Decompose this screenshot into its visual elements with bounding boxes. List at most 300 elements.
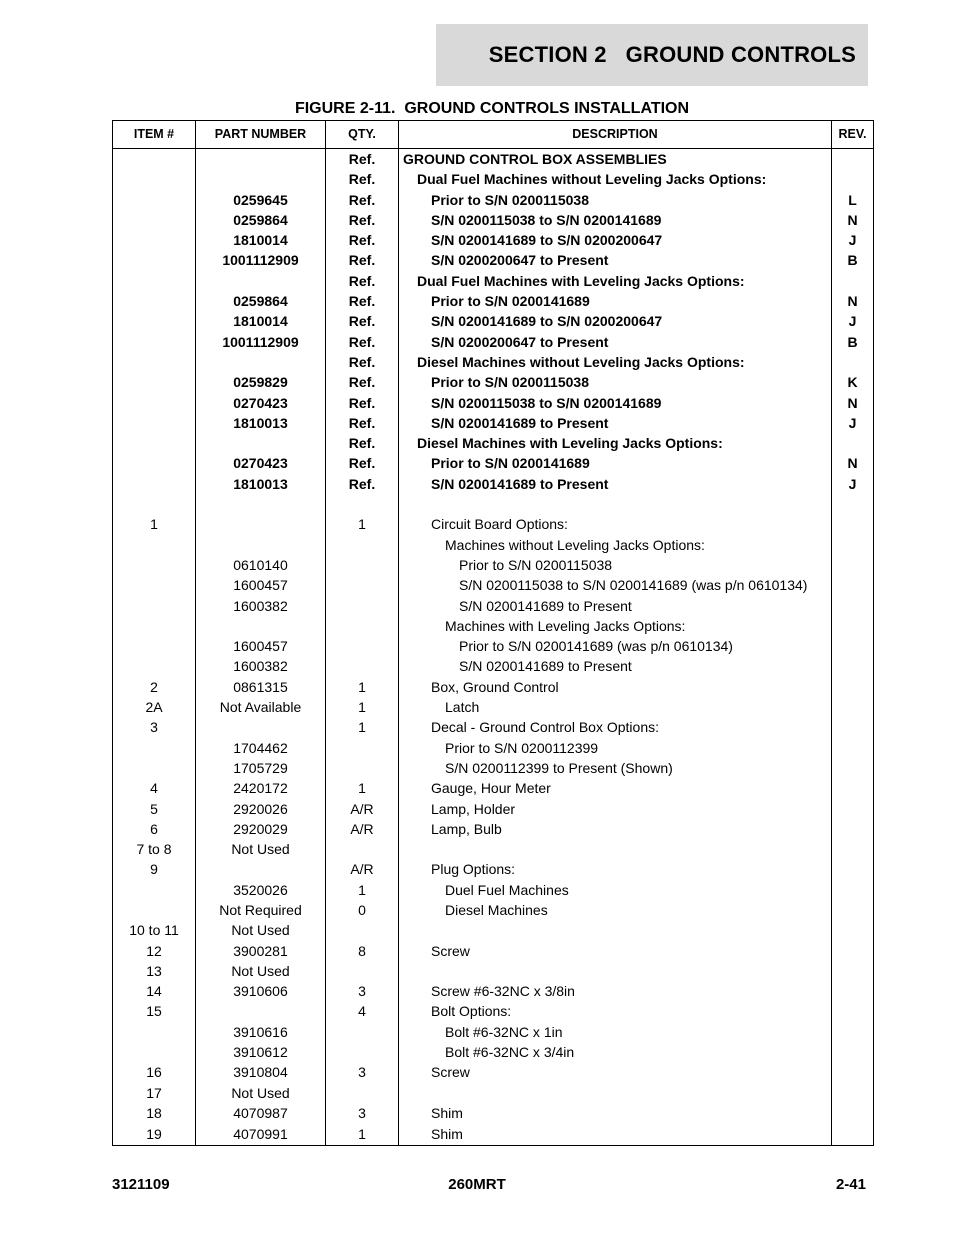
table-row bbox=[113, 596, 874, 616]
table-row bbox=[113, 839, 874, 859]
part-number-cell: 2420172 bbox=[196, 778, 326, 798]
item-cell: 9 bbox=[113, 859, 196, 879]
description-cell bbox=[399, 677, 832, 697]
table-row bbox=[113, 352, 874, 372]
description-text: S/N 0200141689 to S/N 0200200647 bbox=[431, 313, 663, 330]
rev-cell bbox=[832, 1042, 874, 1062]
qty-cell: Ref. bbox=[326, 190, 399, 210]
qty-cell: Ref. bbox=[326, 433, 399, 453]
rev-cell bbox=[832, 880, 874, 900]
item-cell: 19 bbox=[113, 1123, 196, 1146]
table-header-row bbox=[113, 121, 874, 149]
qty-cell: Ref. bbox=[326, 149, 399, 170]
description-cell bbox=[399, 819, 832, 839]
part-number-cell: 3900281 bbox=[196, 941, 326, 961]
item-cell: 1 bbox=[113, 514, 196, 534]
description-cell bbox=[399, 1022, 832, 1042]
item-cell bbox=[113, 453, 196, 473]
part-number-cell: 0259864 bbox=[196, 210, 326, 230]
part-number-cell: 0259864 bbox=[196, 291, 326, 311]
item-cell: 6 bbox=[113, 819, 196, 839]
description-cell bbox=[399, 474, 832, 494]
rev-cell bbox=[832, 271, 874, 291]
rev-cell: B bbox=[832, 250, 874, 270]
rev-cell bbox=[832, 616, 874, 636]
description-cell bbox=[399, 1083, 832, 1103]
description-cell bbox=[399, 575, 832, 595]
description-text: Diesel Machines with Leveling Jacks Options: bbox=[417, 435, 723, 452]
table-row bbox=[113, 555, 874, 575]
description-cell bbox=[399, 1062, 832, 1082]
qty-cell: 1 bbox=[326, 717, 399, 737]
part-number-cell: 1600382 bbox=[196, 596, 326, 616]
rev-cell: L bbox=[832, 190, 874, 210]
qty-cell bbox=[326, 758, 399, 778]
qty-cell: 1 bbox=[326, 880, 399, 900]
item-cell: 16 bbox=[113, 1062, 196, 1082]
description-text: Bolt Options: bbox=[431, 1003, 512, 1020]
rev-cell: J bbox=[832, 311, 874, 331]
item-cell bbox=[113, 190, 196, 210]
part-number-cell bbox=[196, 149, 326, 170]
description-text: Prior to S/N 0200115038 bbox=[431, 191, 589, 208]
item-cell bbox=[113, 352, 196, 372]
table-row bbox=[113, 149, 874, 170]
rev-cell: K bbox=[832, 372, 874, 392]
qty-cell: 3 bbox=[326, 1103, 399, 1123]
table-row bbox=[113, 393, 874, 413]
description-text: GROUND CONTROL BOX ASSEMBLIES bbox=[403, 151, 667, 167]
description-cell bbox=[399, 717, 832, 737]
description-text: S/N 0200141689 to S/N 0200200647 bbox=[431, 232, 663, 249]
part-number-cell bbox=[196, 1001, 326, 1021]
rev-cell: B bbox=[832, 332, 874, 352]
table-row bbox=[113, 474, 874, 494]
part-number-cell: 3910606 bbox=[196, 981, 326, 1001]
rev-cell bbox=[832, 859, 874, 879]
description-text: S/N 0200115038 to S/N 0200141689 (was p/n 0610134) bbox=[459, 577, 808, 594]
description-cell bbox=[399, 839, 832, 859]
qty-cell bbox=[326, 575, 399, 595]
item-cell: 17 bbox=[113, 1083, 196, 1103]
description-text: Plug Options: bbox=[431, 861, 516, 878]
rev-cell bbox=[832, 1062, 874, 1082]
item-cell bbox=[113, 555, 196, 575]
part-number-cell: 1810014 bbox=[196, 311, 326, 331]
part-number-cell: 3910616 bbox=[196, 1022, 326, 1042]
table-row bbox=[113, 169, 874, 189]
part-number-cell bbox=[196, 352, 326, 372]
description-cell bbox=[399, 920, 832, 940]
item-cell: 3 bbox=[113, 717, 196, 737]
part-number-cell: Not Available bbox=[196, 697, 326, 717]
rev-cell bbox=[832, 352, 874, 372]
qty-cell: 1 bbox=[326, 1123, 399, 1146]
part-number-cell: 0259829 bbox=[196, 372, 326, 392]
item-cell: 7 to 8 bbox=[113, 839, 196, 859]
qty-cell: Ref. bbox=[326, 291, 399, 311]
table-row bbox=[113, 535, 874, 555]
description-cell bbox=[399, 433, 832, 453]
table-row bbox=[113, 656, 874, 676]
rev-cell bbox=[832, 778, 874, 798]
part-number-cell: Not Used bbox=[196, 1083, 326, 1103]
qty-cell: Ref. bbox=[326, 271, 399, 291]
part-number-cell: 0259645 bbox=[196, 190, 326, 210]
qty-cell bbox=[326, 1083, 399, 1103]
parts-table-body bbox=[113, 149, 874, 1146]
description-text: S/N 0200141689 to Present bbox=[431, 414, 609, 431]
item-cell bbox=[113, 575, 196, 595]
qty-cell: Ref. bbox=[326, 250, 399, 270]
rev-cell bbox=[832, 799, 874, 819]
description-text: S/N 0200115038 to S/N 0200141689 bbox=[431, 211, 662, 228]
description-text: Shim bbox=[431, 1104, 463, 1121]
description-cell bbox=[399, 1042, 832, 1062]
part-number-cell: 1810014 bbox=[196, 230, 326, 250]
part-number-cell: 2920026 bbox=[196, 799, 326, 819]
rev-cell bbox=[832, 656, 874, 676]
rev-cell bbox=[832, 900, 874, 920]
qty-cell: 4 bbox=[326, 1001, 399, 1021]
description-cell bbox=[399, 149, 832, 170]
item-cell: 5 bbox=[113, 799, 196, 819]
table-row bbox=[113, 819, 874, 839]
item-cell: 4 bbox=[113, 778, 196, 798]
description-text: Screw bbox=[431, 942, 470, 959]
item-cell bbox=[113, 474, 196, 494]
description-cell bbox=[399, 311, 832, 331]
rev-cell bbox=[832, 717, 874, 737]
item-cell: 2 bbox=[113, 677, 196, 697]
part-number-cell: Not Used bbox=[196, 839, 326, 859]
description-text: Gauge, Hour Meter bbox=[431, 780, 551, 797]
item-cell bbox=[113, 900, 196, 920]
table-row bbox=[113, 311, 874, 331]
part-number-cell: 1810013 bbox=[196, 474, 326, 494]
item-cell bbox=[113, 433, 196, 453]
part-number-cell: 4070987 bbox=[196, 1103, 326, 1123]
rev-cell bbox=[832, 514, 874, 534]
section-title: SECTION 2 GROUND CONTROLS bbox=[488, 42, 856, 67]
rev-cell bbox=[832, 981, 874, 1001]
table-row bbox=[113, 372, 874, 392]
description-text: Box, Ground Control bbox=[431, 678, 559, 695]
part-number-cell: 1704462 bbox=[196, 738, 326, 758]
item-cell bbox=[113, 311, 196, 331]
description-text: Bolt #6-32NC x 1in bbox=[445, 1023, 563, 1040]
item-cell: 18 bbox=[113, 1103, 196, 1123]
table-row bbox=[113, 1103, 874, 1123]
description-cell bbox=[399, 1001, 832, 1021]
description-text: Prior to S/N 0200141689 (was p/n 0610134) bbox=[459, 638, 733, 655]
part-number-cell: 3910804 bbox=[196, 1062, 326, 1082]
table-row bbox=[113, 1022, 874, 1042]
rev-cell bbox=[832, 1022, 874, 1042]
item-cell bbox=[113, 230, 196, 250]
qty-cell: Ref. bbox=[326, 352, 399, 372]
qty-cell: Ref. bbox=[326, 474, 399, 494]
rev-cell: J bbox=[832, 230, 874, 250]
item-cell bbox=[113, 149, 196, 170]
table-row bbox=[113, 920, 874, 940]
description-text: Prior to S/N 0200115038 bbox=[431, 374, 589, 391]
description-text: Prior to S/N 0200141689 bbox=[431, 293, 590, 310]
item-cell bbox=[113, 880, 196, 900]
description-text: S/N 0200115038 to S/N 0200141689 bbox=[431, 394, 662, 411]
table-row bbox=[113, 900, 874, 920]
description-cell bbox=[399, 1123, 832, 1146]
qty-cell bbox=[326, 656, 399, 676]
table-row bbox=[113, 291, 874, 311]
item-cell bbox=[113, 738, 196, 758]
description-text: Lamp, Holder bbox=[431, 800, 516, 817]
table-row bbox=[113, 1123, 874, 1146]
table-row bbox=[113, 433, 874, 453]
description-cell bbox=[399, 413, 832, 433]
description-cell bbox=[399, 961, 832, 981]
part-number-cell: 1001112909 bbox=[196, 332, 326, 352]
table-row bbox=[113, 738, 874, 758]
description-cell bbox=[399, 778, 832, 798]
part-number-cell bbox=[196, 169, 326, 189]
description-cell bbox=[399, 880, 832, 900]
footer-model: 260MRT bbox=[448, 1176, 506, 1193]
description-text: S/N 0200200647 to Present bbox=[431, 333, 609, 350]
qty-cell bbox=[326, 616, 399, 636]
qty-cell: 1 bbox=[326, 514, 399, 534]
qty-cell: 3 bbox=[326, 1062, 399, 1082]
qty-cell bbox=[326, 1022, 399, 1042]
qty-cell bbox=[326, 494, 399, 514]
part-number-cell: 0861315 bbox=[196, 677, 326, 697]
description-text: S/N 0200141689 to Present bbox=[431, 475, 609, 492]
description-cell bbox=[399, 453, 832, 473]
rev-cell bbox=[832, 677, 874, 697]
table-row bbox=[113, 250, 874, 270]
qty-cell bbox=[326, 839, 399, 859]
description-text: Machines without Leveling Jacks Options: bbox=[445, 536, 705, 553]
description-cell bbox=[399, 799, 832, 819]
footer-document-number: 3121109 bbox=[112, 1176, 170, 1193]
description-cell bbox=[399, 555, 832, 575]
part-number-cell: 2920029 bbox=[196, 819, 326, 839]
rev-cell bbox=[832, 596, 874, 616]
item-cell bbox=[113, 616, 196, 636]
qty-cell: Ref. bbox=[326, 393, 399, 413]
parts-list-table bbox=[112, 120, 874, 1146]
part-number-cell: 3520026 bbox=[196, 880, 326, 900]
table-row bbox=[113, 514, 874, 534]
table-row bbox=[113, 230, 874, 250]
rev-cell bbox=[832, 169, 874, 189]
description-text: Dual Fuel Machines with Leveling Jacks Options: bbox=[417, 272, 745, 289]
description-text: Decal - Ground Control Box Options: bbox=[431, 719, 659, 736]
item-cell bbox=[113, 656, 196, 676]
description-cell bbox=[399, 210, 832, 230]
rev-cell bbox=[832, 920, 874, 940]
table-row bbox=[113, 981, 874, 1001]
item-cell: 12 bbox=[113, 941, 196, 961]
rev-cell bbox=[832, 839, 874, 859]
table-row bbox=[113, 332, 874, 352]
description-cell bbox=[399, 636, 832, 656]
description-cell bbox=[399, 981, 832, 1001]
description-cell bbox=[399, 291, 832, 311]
table-row bbox=[113, 453, 874, 473]
rev-cell bbox=[832, 738, 874, 758]
table-row bbox=[113, 1001, 874, 1021]
part-number-cell: 1600457 bbox=[196, 575, 326, 595]
rev-cell bbox=[832, 697, 874, 717]
table-row bbox=[113, 1062, 874, 1082]
description-text: Prior to S/N 0200141689 bbox=[431, 455, 590, 472]
item-cell: 13 bbox=[113, 961, 196, 981]
rev-cell: J bbox=[832, 413, 874, 433]
description-cell bbox=[399, 332, 832, 352]
description-cell bbox=[399, 230, 832, 250]
table-row bbox=[113, 1083, 874, 1103]
description-text: Diesel Machines without Leveling Jacks Options: bbox=[417, 353, 745, 370]
section-banner bbox=[436, 24, 868, 86]
description-cell bbox=[399, 941, 832, 961]
description-text: Screw bbox=[431, 1064, 470, 1081]
column-header-part-number: PART NUMBER bbox=[196, 121, 326, 149]
rev-cell bbox=[832, 149, 874, 170]
qty-cell: A/R bbox=[326, 799, 399, 819]
table-row bbox=[113, 677, 874, 697]
item-cell: 10 to 11 bbox=[113, 920, 196, 940]
table-row bbox=[113, 880, 874, 900]
description-text: S/N 0200141689 to Present bbox=[459, 597, 632, 614]
description-text: Screw #6-32NC x 3/8in bbox=[431, 983, 575, 1000]
qty-cell: 3 bbox=[326, 981, 399, 1001]
description-cell bbox=[399, 738, 832, 758]
qty-cell bbox=[326, 920, 399, 940]
item-cell bbox=[113, 250, 196, 270]
item-cell bbox=[113, 393, 196, 413]
rev-cell bbox=[832, 758, 874, 778]
qty-cell bbox=[326, 535, 399, 555]
part-number-cell: 0610140 bbox=[196, 555, 326, 575]
description-cell bbox=[399, 494, 832, 514]
item-cell bbox=[113, 596, 196, 616]
description-text: Circuit Board Options: bbox=[431, 516, 568, 533]
rev-cell bbox=[832, 941, 874, 961]
table-row bbox=[113, 1042, 874, 1062]
part-number-cell: 1600457 bbox=[196, 636, 326, 656]
rev-cell bbox=[832, 636, 874, 656]
qty-cell: 8 bbox=[326, 941, 399, 961]
qty-cell bbox=[326, 555, 399, 575]
description-text: Diesel Machines bbox=[445, 901, 548, 918]
rev-cell bbox=[832, 1083, 874, 1103]
description-cell bbox=[399, 656, 832, 676]
description-text: S/N 0200112399 to Present (Shown) bbox=[445, 759, 673, 776]
qty-cell bbox=[326, 636, 399, 656]
description-cell bbox=[399, 169, 832, 189]
item-cell bbox=[113, 758, 196, 778]
item-cell: 2A bbox=[113, 697, 196, 717]
item-cell bbox=[113, 413, 196, 433]
description-text: Machines with Leveling Jacks Options: bbox=[445, 617, 686, 634]
rev-cell bbox=[832, 961, 874, 981]
description-cell bbox=[399, 697, 832, 717]
description-cell bbox=[399, 250, 832, 270]
column-header-item: ITEM # bbox=[113, 121, 196, 149]
rev-cell bbox=[832, 1103, 874, 1123]
qty-cell: Ref. bbox=[326, 453, 399, 473]
part-number-cell bbox=[196, 859, 326, 879]
description-cell bbox=[399, 758, 832, 778]
rev-cell bbox=[832, 433, 874, 453]
description-text: S/N 0200200647 to Present bbox=[431, 252, 609, 269]
column-header-rev: REV. bbox=[832, 121, 874, 149]
rev-cell bbox=[832, 494, 874, 514]
description-cell bbox=[399, 514, 832, 534]
description-cell bbox=[399, 1103, 832, 1123]
table-row bbox=[113, 697, 874, 717]
description-cell bbox=[399, 393, 832, 413]
item-cell bbox=[113, 535, 196, 555]
table-row bbox=[113, 799, 874, 819]
footer-page-number: 2-41 bbox=[835, 1176, 866, 1193]
item-cell bbox=[113, 636, 196, 656]
column-header-description: DESCRIPTION bbox=[399, 121, 832, 149]
qty-cell: 1 bbox=[326, 697, 399, 717]
table-row bbox=[113, 941, 874, 961]
part-number-cell bbox=[196, 271, 326, 291]
part-number-cell: Not Required bbox=[196, 900, 326, 920]
qty-cell: 0 bbox=[326, 900, 399, 920]
table-row bbox=[113, 190, 874, 210]
part-number-cell: 1600382 bbox=[196, 656, 326, 676]
qty-cell: Ref. bbox=[326, 413, 399, 433]
table-row bbox=[113, 413, 874, 433]
part-number-cell: 3910612 bbox=[196, 1042, 326, 1062]
table-row bbox=[113, 717, 874, 737]
item-cell bbox=[113, 169, 196, 189]
rev-cell bbox=[832, 1123, 874, 1146]
description-cell bbox=[399, 372, 832, 392]
description-text: Shim bbox=[431, 1126, 463, 1143]
table-row bbox=[113, 616, 874, 636]
description-text: Bolt #6-32NC x 3/4in bbox=[445, 1044, 575, 1061]
part-number-cell: 1810013 bbox=[196, 413, 326, 433]
rev-cell: N bbox=[832, 210, 874, 230]
table-row bbox=[113, 758, 874, 778]
rev-cell bbox=[832, 555, 874, 575]
table-row bbox=[113, 961, 874, 981]
description-text: S/N 0200141689 to Present bbox=[459, 658, 632, 675]
part-number-cell bbox=[196, 494, 326, 514]
column-header-qty: QTY. bbox=[326, 121, 399, 149]
qty-cell bbox=[326, 738, 399, 758]
table-row bbox=[113, 271, 874, 291]
description-cell bbox=[399, 535, 832, 555]
rev-cell: N bbox=[832, 453, 874, 473]
part-number-cell: Not Used bbox=[196, 920, 326, 940]
description-text: Duel Fuel Machines bbox=[445, 881, 569, 898]
item-cell bbox=[113, 1042, 196, 1062]
rev-cell: J bbox=[832, 474, 874, 494]
qty-cell: Ref. bbox=[326, 372, 399, 392]
description-cell bbox=[399, 900, 832, 920]
qty-cell: 1 bbox=[326, 778, 399, 798]
table-row bbox=[113, 575, 874, 595]
table-row bbox=[113, 859, 874, 879]
rev-cell bbox=[832, 535, 874, 555]
